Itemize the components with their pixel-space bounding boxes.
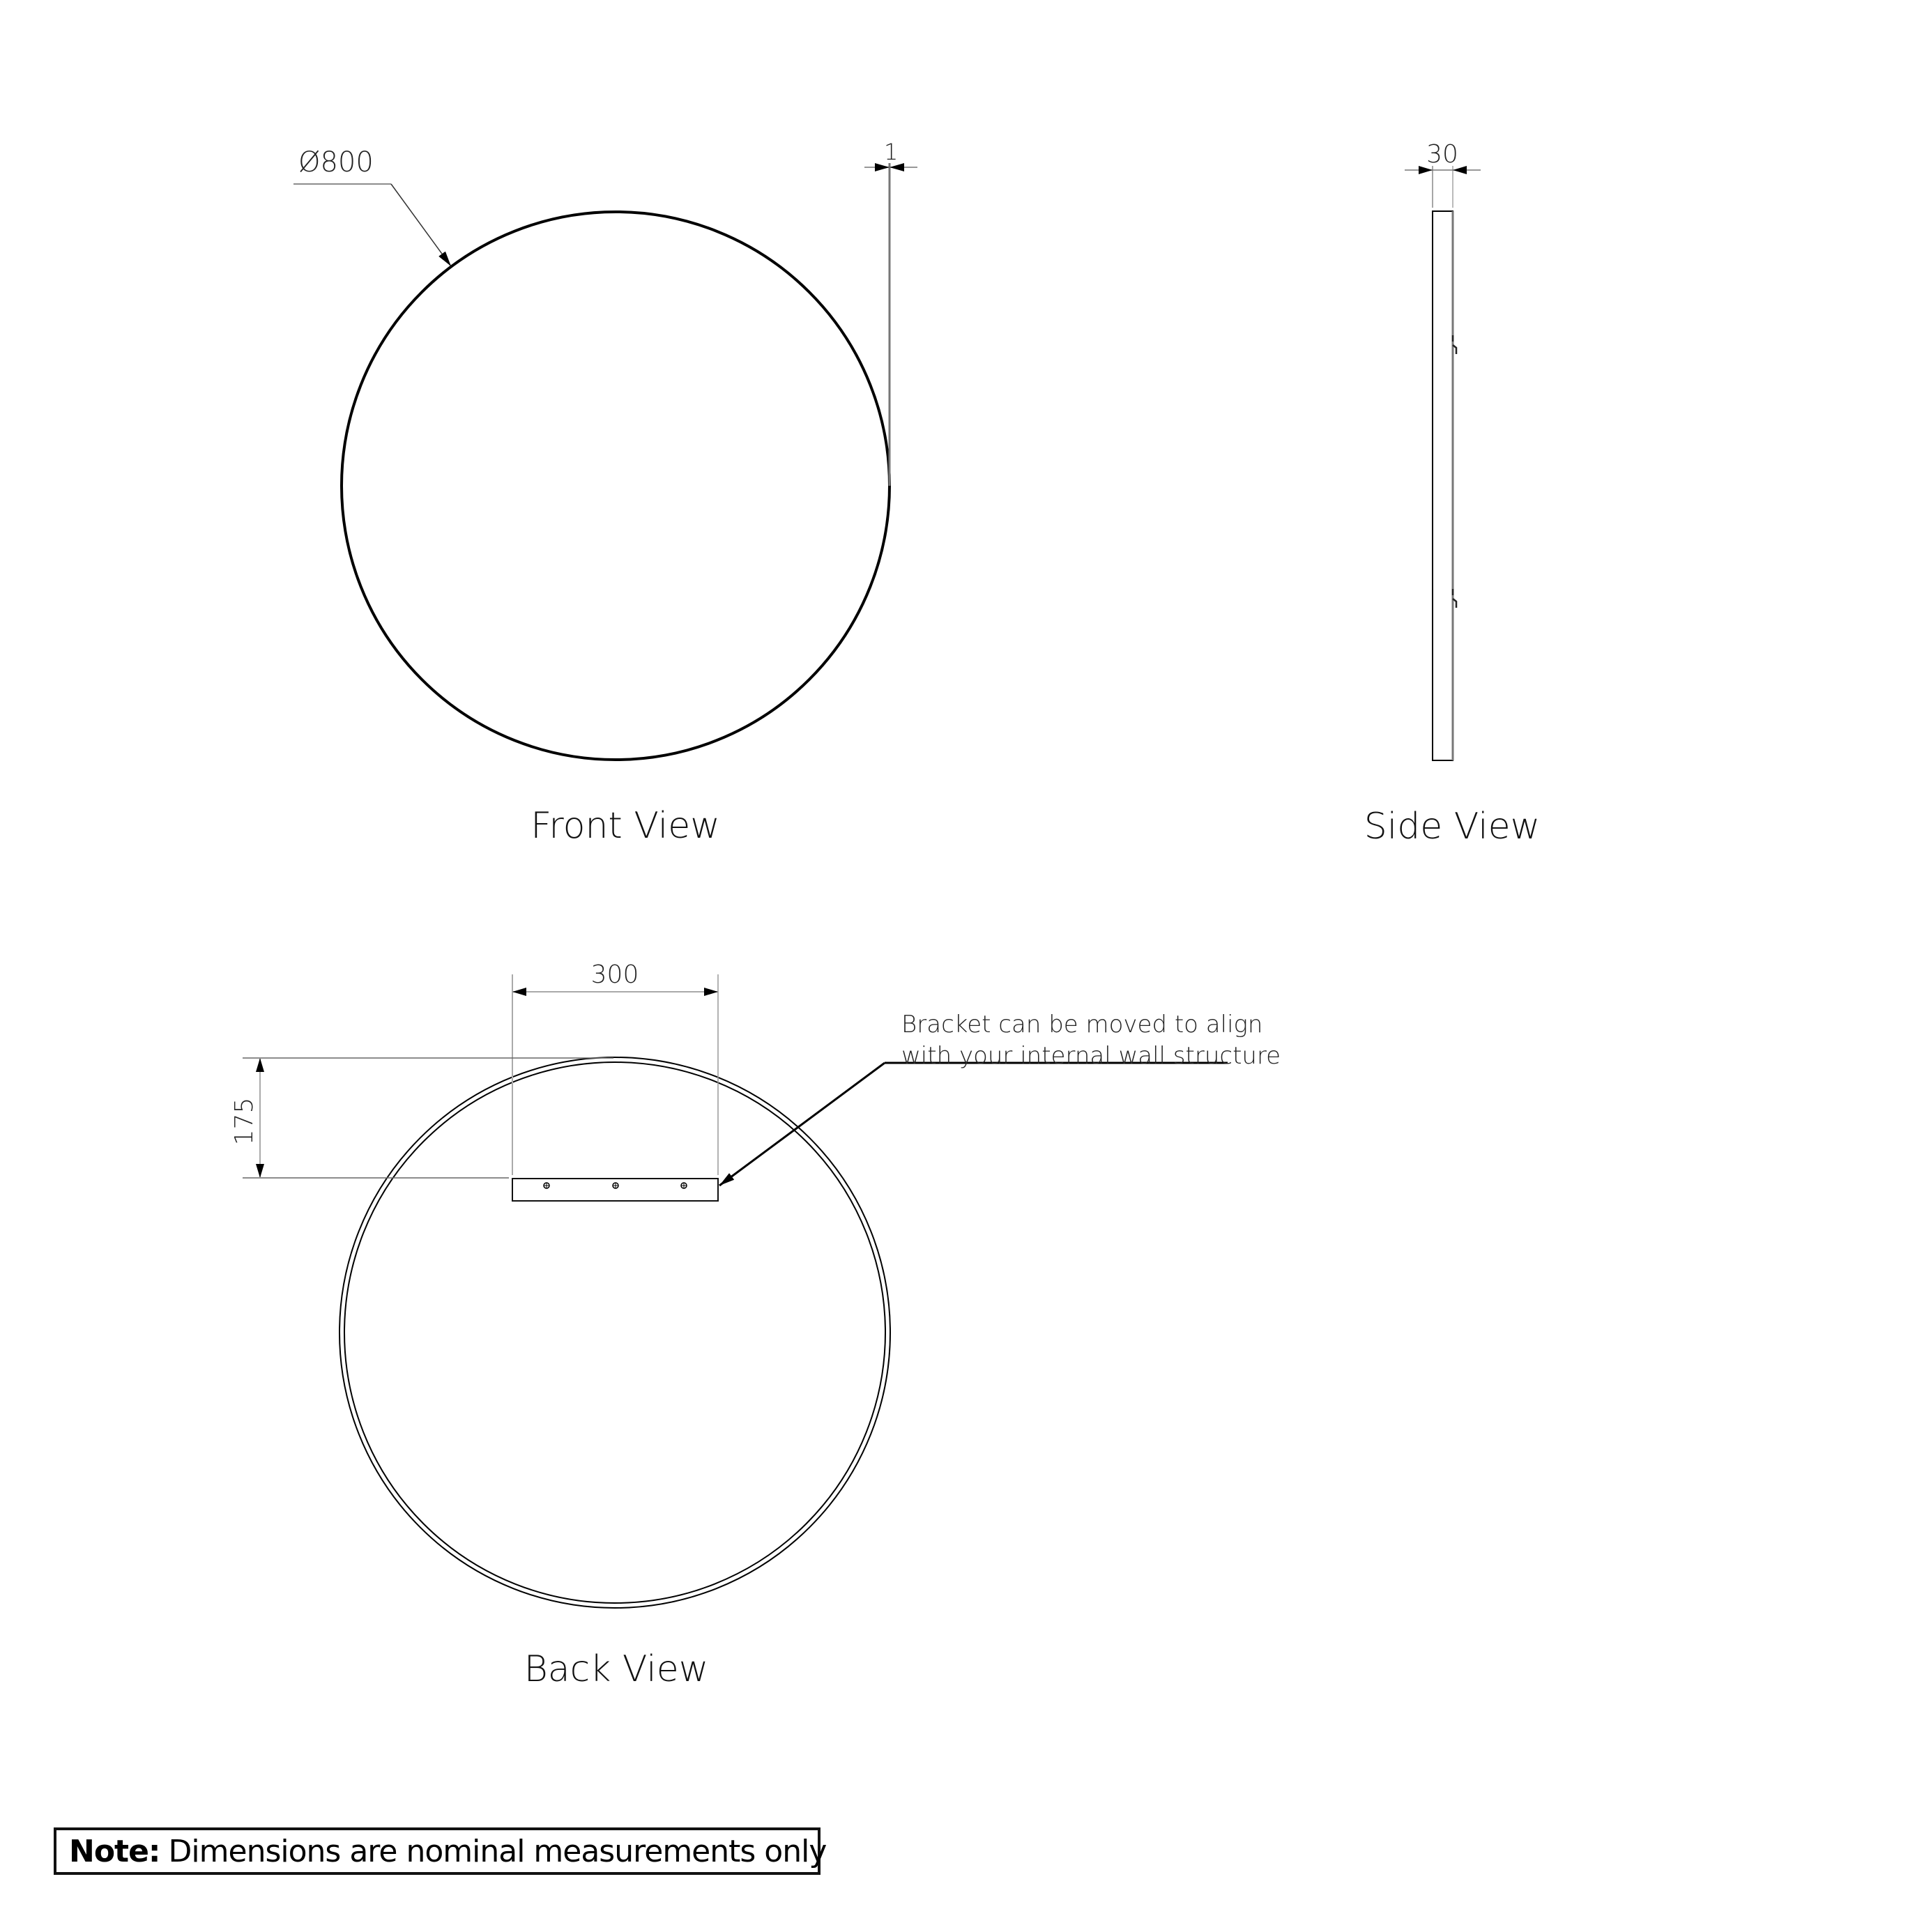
depth-dimension [1405,140,1481,208]
back-view [230,960,1281,1690]
back-mirror-outer [339,1057,890,1608]
annotation-line-2: with your internal wall structure [901,1042,1281,1070]
bracket-width-dimension [512,960,718,1175]
front-view-label: Front View [531,805,720,847]
screw-hole-icon [613,1183,618,1188]
side-view-label: Side View [1364,806,1541,848]
annotation-line-1: Bracket can be moved to align [901,1011,1263,1038]
note-text: Dimensions are nominal measurements only [168,1833,827,1869]
bracket-width-label: 300 [590,960,639,989]
thickness-dimension [864,139,917,486]
front-mirror-outline [342,212,890,760]
screw-hole-icon [544,1183,549,1188]
note-prefix: Note: [69,1833,160,1869]
depth-label: 30 [1426,140,1458,169]
bracket-offset-label: 175 [230,1097,259,1146]
back-view-label: Back View [524,1648,709,1690]
wall-bracket [512,1179,718,1201]
diameter-label: Ø800 [298,146,374,178]
back-mirror-inner [344,1062,885,1603]
front-view [293,139,917,847]
screw-hole-icon [681,1183,687,1188]
side-profile [1433,211,1453,760]
bracket-offset-dimension [230,1058,613,1178]
thickness-label: 1 [884,139,899,165]
note-box [54,1827,827,1875]
diameter-dimension [293,146,451,266]
bracket-annotation [719,1011,1281,1186]
side-view [1364,140,1540,848]
